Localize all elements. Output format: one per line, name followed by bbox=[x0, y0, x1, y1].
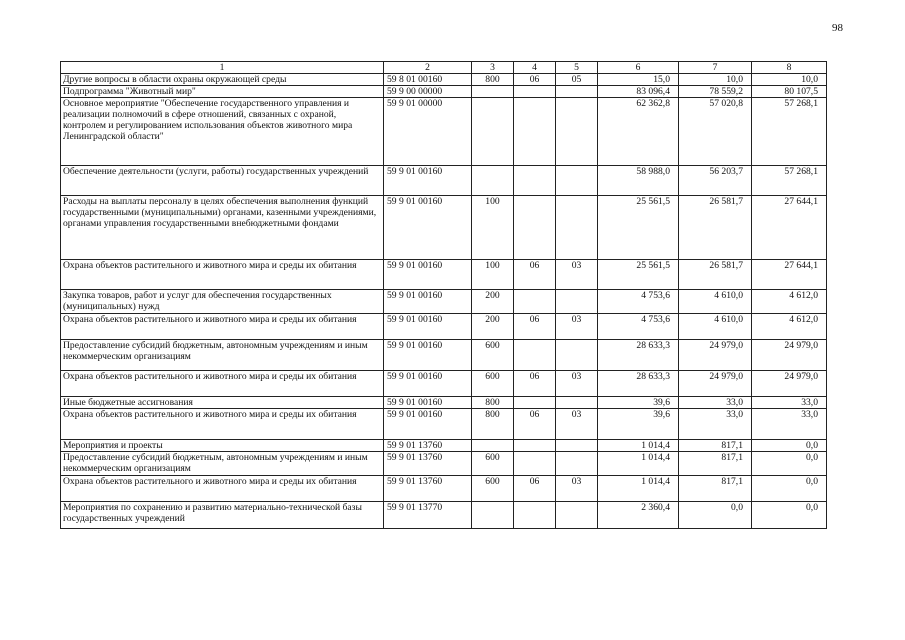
value-col-7: 26 581,7 bbox=[679, 260, 752, 290]
subsection: 05 bbox=[556, 74, 598, 86]
row-name: Охрана объектов растительного и животного мира и среды их обитания bbox=[61, 371, 384, 397]
row-name: Охрана объектов растительного и животного мира и среды их обитания bbox=[61, 260, 384, 290]
expense-type: 100 bbox=[472, 196, 514, 260]
section: 06 bbox=[514, 371, 556, 397]
page-number: 98 bbox=[832, 22, 843, 34]
value-col-7: 24 979,0 bbox=[679, 340, 752, 371]
value-col-7: 0,0 bbox=[679, 502, 752, 529]
budget-code: 59 8 01 00160 bbox=[384, 74, 472, 86]
subsection bbox=[556, 86, 598, 98]
budget-code: 59 9 01 13770 bbox=[384, 502, 472, 529]
expense-type bbox=[472, 502, 514, 529]
section: 06 bbox=[514, 260, 556, 290]
row-name: Мероприятия по сохранению и развитию материально-технической базы государственных учреждений bbox=[61, 502, 384, 529]
value-col-7: 78 559,2 bbox=[679, 86, 752, 98]
value-col-8: 33,0 bbox=[752, 397, 827, 409]
value-col-6: 25 561,5 bbox=[598, 260, 679, 290]
subsection bbox=[556, 98, 598, 166]
section: 06 bbox=[514, 74, 556, 86]
budget-code: 59 9 01 00000 bbox=[384, 98, 472, 166]
expense-type bbox=[472, 98, 514, 166]
row-name: Предоставление субсидий бюджетным, автономным учреждениям и иным некоммерческим организациям bbox=[61, 452, 384, 476]
value-col-6: 28 633,3 bbox=[598, 340, 679, 371]
value-col-8: 0,0 bbox=[752, 502, 827, 529]
row-name: Иные бюджетные ассигнования bbox=[61, 397, 384, 409]
section bbox=[514, 452, 556, 476]
value-col-6: 39,6 bbox=[598, 409, 679, 440]
subsection: 03 bbox=[556, 409, 598, 440]
value-col-8: 24 979,0 bbox=[752, 340, 827, 371]
section: 06 bbox=[514, 409, 556, 440]
column-header: 6 bbox=[598, 62, 679, 74]
value-col-8: 27 644,1 bbox=[752, 260, 827, 290]
subsection bbox=[556, 290, 598, 314]
value-col-8: 4 612,0 bbox=[752, 314, 827, 340]
value-col-6: 1 014,4 bbox=[598, 452, 679, 476]
value-col-8: 27 644,1 bbox=[752, 196, 827, 260]
section: 06 bbox=[514, 314, 556, 340]
expense-type: 800 bbox=[472, 397, 514, 409]
subsection: 03 bbox=[556, 260, 598, 290]
table-row bbox=[61, 340, 827, 371]
value-col-6: 4 753,6 bbox=[598, 314, 679, 340]
budget-code: 59 9 01 00160 bbox=[384, 409, 472, 440]
value-col-6: 25 561,5 bbox=[598, 196, 679, 260]
table-row bbox=[61, 98, 827, 166]
table-row bbox=[61, 397, 827, 409]
row-name: Мероприятия и проекты bbox=[61, 440, 384, 452]
table-row bbox=[61, 409, 827, 440]
row-name: Охрана объектов растительного и животного мира и среды их обитания bbox=[61, 409, 384, 440]
expense-type: 600 bbox=[472, 371, 514, 397]
value-col-8: 10,0 bbox=[752, 74, 827, 86]
table-header-row bbox=[61, 62, 827, 74]
value-col-6: 4 753,6 bbox=[598, 290, 679, 314]
table-row bbox=[61, 260, 827, 290]
expense-type: 800 bbox=[472, 409, 514, 440]
column-header: 7 bbox=[679, 62, 752, 74]
value-col-7: 33,0 bbox=[679, 397, 752, 409]
column-header: 8 bbox=[752, 62, 827, 74]
section bbox=[514, 502, 556, 529]
subsection bbox=[556, 397, 598, 409]
row-name: Закупка товаров, работ и услуг для обеспечения государственных (муниципальных) нужд bbox=[61, 290, 384, 314]
table-row bbox=[61, 86, 827, 98]
value-col-6: 1 014,4 bbox=[598, 476, 679, 502]
subsection bbox=[556, 440, 598, 452]
value-col-6: 39,6 bbox=[598, 397, 679, 409]
expense-type: 100 bbox=[472, 260, 514, 290]
column-header: 4 bbox=[514, 62, 556, 74]
value-col-8: 33,0 bbox=[752, 409, 827, 440]
table-row bbox=[61, 452, 827, 476]
value-col-8: 0,0 bbox=[752, 476, 827, 502]
expense-type: 600 bbox=[472, 452, 514, 476]
value-col-6: 1 014,4 bbox=[598, 440, 679, 452]
row-name: Охрана объектов растительного и животного мира и среды их обитания bbox=[61, 476, 384, 502]
subsection bbox=[556, 502, 598, 529]
column-header: 5 bbox=[556, 62, 598, 74]
row-name: Обеспечение деятельности (услуги, работы) государственных учреждений bbox=[61, 166, 384, 196]
expense-type: 200 bbox=[472, 290, 514, 314]
budget-code: 59 9 01 00160 bbox=[384, 166, 472, 196]
row-name: Предоставление субсидий бюджетным, автономным учреждениям и иным некоммерческим организациям bbox=[61, 340, 384, 371]
expense-type: 600 bbox=[472, 340, 514, 371]
budget-code: 59 9 01 00160 bbox=[384, 260, 472, 290]
expense-type bbox=[472, 440, 514, 452]
table-row bbox=[61, 371, 827, 397]
value-col-7: 33,0 bbox=[679, 409, 752, 440]
table-row bbox=[61, 502, 827, 529]
table-row bbox=[61, 74, 827, 86]
budget-code: 59 9 01 00160 bbox=[384, 290, 472, 314]
subsection: 03 bbox=[556, 476, 598, 502]
value-col-6: 2 360,4 bbox=[598, 502, 679, 529]
table-row bbox=[61, 196, 827, 260]
table-row bbox=[61, 476, 827, 502]
section bbox=[514, 440, 556, 452]
value-col-8: 4 612,0 bbox=[752, 290, 827, 314]
section: 06 bbox=[514, 476, 556, 502]
column-header: 3 bbox=[472, 62, 514, 74]
section bbox=[514, 166, 556, 196]
value-col-7: 24 979,0 bbox=[679, 371, 752, 397]
table-row bbox=[61, 166, 827, 196]
value-col-8: 57 268,1 bbox=[752, 166, 827, 196]
subsection: 03 bbox=[556, 371, 598, 397]
budget-code: 59 9 01 13760 bbox=[384, 440, 472, 452]
value-col-7: 56 203,7 bbox=[679, 166, 752, 196]
budget-code: 59 9 01 00160 bbox=[384, 314, 472, 340]
section bbox=[514, 340, 556, 371]
value-col-6: 62 362,8 bbox=[598, 98, 679, 166]
expense-type: 800 bbox=[472, 74, 514, 86]
row-name: Охрана объектов растительного и животного мира и среды их обитания bbox=[61, 314, 384, 340]
expense-type: 200 bbox=[472, 314, 514, 340]
section bbox=[514, 196, 556, 260]
section bbox=[514, 290, 556, 314]
value-col-8: 24 979,0 bbox=[752, 371, 827, 397]
section bbox=[514, 397, 556, 409]
row-name: Подпрограмма "Животный мир" bbox=[61, 86, 384, 98]
value-col-8: 80 107,5 bbox=[752, 86, 827, 98]
table-row bbox=[61, 440, 827, 452]
value-col-6: 15,0 bbox=[598, 74, 679, 86]
table-row bbox=[61, 290, 827, 314]
subsection bbox=[556, 196, 598, 260]
column-header: 2 bbox=[384, 62, 472, 74]
section bbox=[514, 98, 556, 166]
value-col-7: 57 020,8 bbox=[679, 98, 752, 166]
budget-code: 59 9 01 13760 bbox=[384, 452, 472, 476]
budget-code: 59 9 01 00160 bbox=[384, 397, 472, 409]
row-name: Расходы на выплаты персоналу в целях обеспечения выполнения функций государственными (муниципальными) органами, казенными учреждениями, органами управления государственными внебюджетными фондами bbox=[61, 196, 384, 260]
expense-type bbox=[472, 86, 514, 98]
budget-table bbox=[60, 61, 827, 529]
expense-type: 600 bbox=[472, 476, 514, 502]
row-name: Основное мероприятие "Обеспечение государственного управления и реализации полномочий в сфере отношений, связанных с охраной, контролем и регулированием использования объектов животного мира Ленинградской области" bbox=[61, 98, 384, 166]
row-name: Другие вопросы в области охраны окружающей среды bbox=[61, 74, 384, 86]
value-col-7: 817,1 bbox=[679, 452, 752, 476]
subsection bbox=[556, 166, 598, 196]
table-row bbox=[61, 314, 827, 340]
value-col-6: 83 096,4 bbox=[598, 86, 679, 98]
subsection bbox=[556, 340, 598, 371]
value-col-8: 0,0 bbox=[752, 452, 827, 476]
subsection bbox=[556, 452, 598, 476]
subsection: 03 bbox=[556, 314, 598, 340]
value-col-6: 28 633,3 bbox=[598, 371, 679, 397]
value-col-6: 58 988,0 bbox=[598, 166, 679, 196]
value-col-7: 817,1 bbox=[679, 476, 752, 502]
value-col-7: 4 610,0 bbox=[679, 290, 752, 314]
value-col-7: 817,1 bbox=[679, 440, 752, 452]
section bbox=[514, 86, 556, 98]
column-header: 1 bbox=[61, 62, 384, 74]
value-col-8: 57 268,1 bbox=[752, 98, 827, 166]
expense-type bbox=[472, 166, 514, 196]
budget-code: 59 9 01 13760 bbox=[384, 476, 472, 502]
budget-code: 59 9 01 00160 bbox=[384, 371, 472, 397]
value-col-8: 0,0 bbox=[752, 440, 827, 452]
value-col-7: 10,0 bbox=[679, 74, 752, 86]
value-col-7: 26 581,7 bbox=[679, 196, 752, 260]
value-col-7: 4 610,0 bbox=[679, 314, 752, 340]
budget-code: 59 9 01 00160 bbox=[384, 196, 472, 260]
budget-code: 59 9 01 00160 bbox=[384, 340, 472, 371]
budget-code: 59 9 00 00000 bbox=[384, 86, 472, 98]
